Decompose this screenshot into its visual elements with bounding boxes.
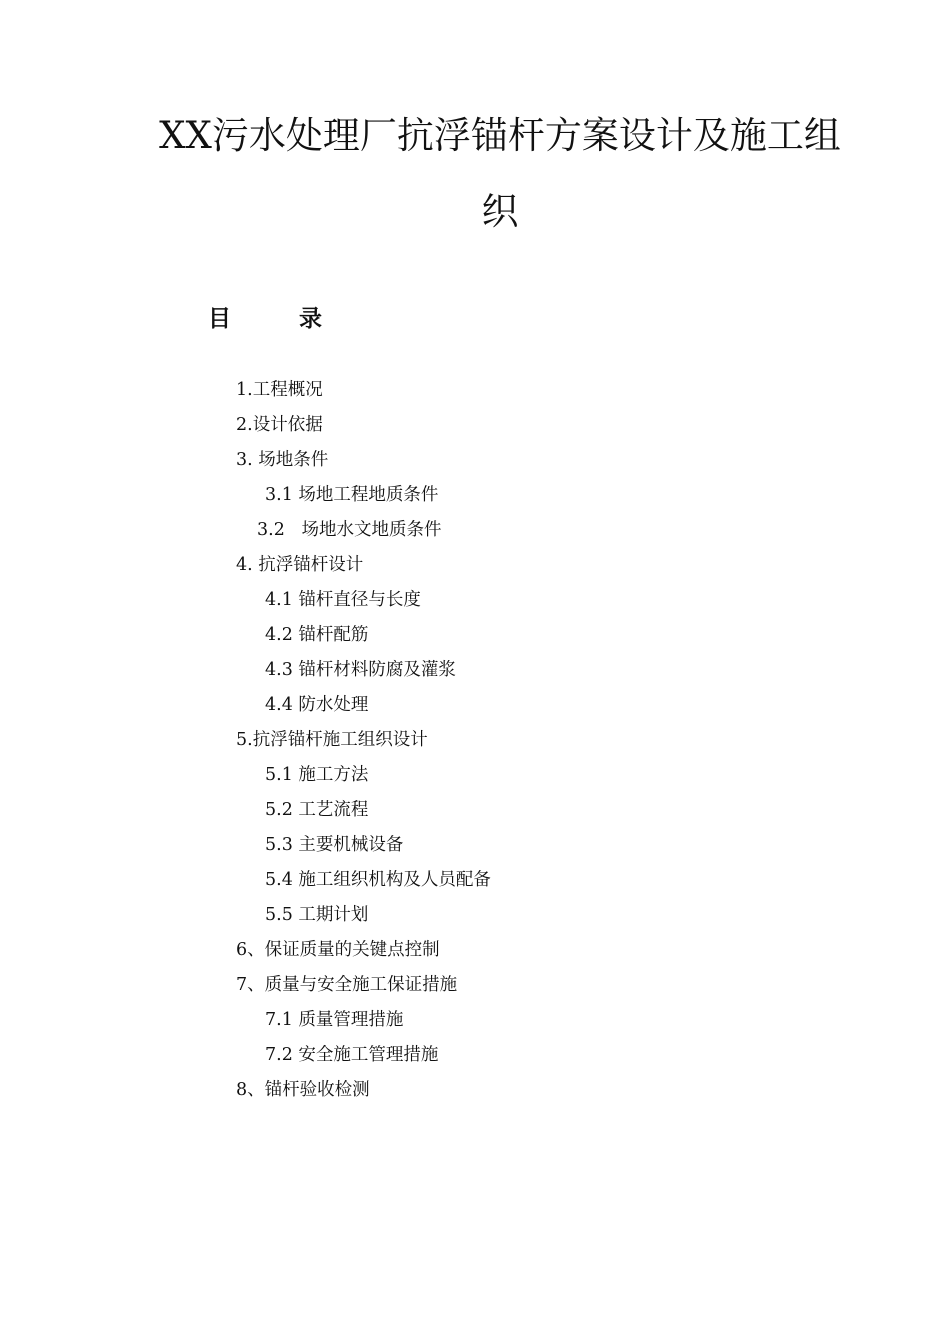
toc-subitem[interactable]: 5.3 主要机械设备 [265,835,404,855]
toc-subitem[interactable]: 7.1 质量管理措施 [265,1010,404,1030]
toc-subitem[interactable]: 3.1 场地工程地质条件 [265,485,439,505]
toc-subitem[interactable]: 5.1 施工方法 [265,765,369,785]
toc-subitem[interactable]: 3.2 场地水文地质条件 [257,520,442,540]
toc-item[interactable]: 7、质量与安全施工保证措施 [236,975,458,995]
toc-item[interactable]: 4. 抗浮锚杆设计 [236,555,364,575]
toc-item[interactable]: 8、锚杆验收检测 [236,1080,370,1100]
toc-item[interactable]: 3. 场地条件 [236,450,329,470]
table-of-contents [0,373,491,1108]
toc-item[interactable]: 5.抗浮锚杆施工组织设计 [236,730,428,750]
toc-subitem[interactable]: 5.4 施工组织机构及人员配备 [265,870,491,890]
toc-subitem[interactable]: 7.2 安全施工管理措施 [265,1045,439,1065]
toc-subitem[interactable]: 4.1 锚杆直径与长度 [265,590,421,610]
document-title [140,98,860,250]
toc-item[interactable]: 2.设计依据 [236,415,323,435]
toc-subitem[interactable]: 4.4 防水处理 [265,695,369,715]
toc-subitem[interactable]: 4.2 锚杆配筋 [265,625,369,645]
toc-subitem[interactable]: 4.3 锚杆材料防腐及灌浆 [265,660,456,680]
toc-heading: 目 录 [208,305,353,332]
document-title-line-1: XX污水处理厂抗浮锚杆方案设计及施工组 [159,114,841,157]
toc-subitem[interactable]: 5.5 工期计划 [265,905,369,925]
document-title-line-2: 织 [481,190,519,233]
toc-subitem[interactable]: 5.2 工艺流程 [265,800,369,820]
toc-item[interactable]: 6、保证质量的关键点控制 [236,940,440,960]
toc-item[interactable]: 1.工程概况 [236,380,323,400]
